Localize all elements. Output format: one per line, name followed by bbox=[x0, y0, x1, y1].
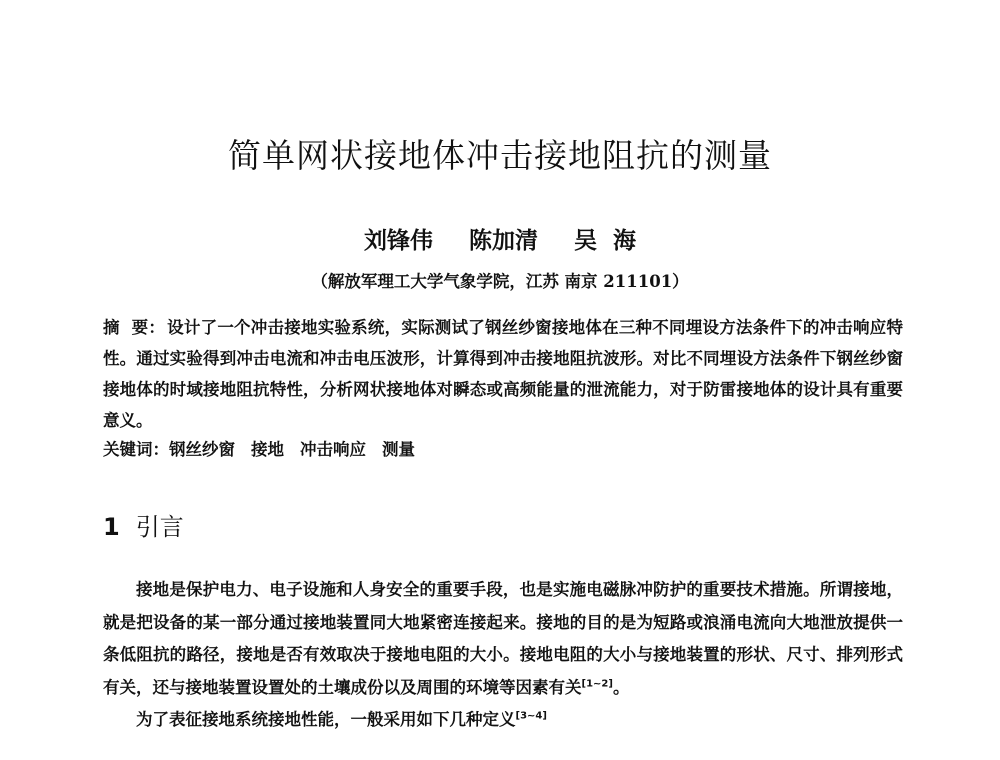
keyword: 钢丝纱窗 bbox=[169, 440, 235, 459]
section-heading bbox=[103, 507, 184, 542]
body-text bbox=[103, 574, 903, 737]
author-name: 陈加清 bbox=[468, 227, 538, 254]
abstract bbox=[103, 312, 903, 436]
paper-title: 简单网状接地体冲击接地阻抗的测量 bbox=[228, 136, 772, 175]
keywords bbox=[103, 436, 903, 464]
keyword: 测量 bbox=[382, 440, 415, 459]
keyword: 冲击响应 bbox=[300, 440, 366, 459]
paragraph-text: 为了表征接地系统接地性能，一般采用如下几种定义 bbox=[136, 710, 516, 729]
keywords-label: 关键词： bbox=[103, 440, 169, 459]
citation: [1~2] bbox=[581, 678, 613, 689]
author-name: 吴 海 bbox=[574, 227, 637, 254]
author-affiliation: （解放军理工大学气象学院，江苏 南京 211101） bbox=[311, 272, 689, 291]
paragraph bbox=[103, 574, 903, 704]
author-name: 刘锋伟 bbox=[363, 227, 433, 254]
paragraph bbox=[103, 704, 903, 737]
section-number: 1 bbox=[103, 513, 120, 541]
paragraph-text: 接地是保护电力、电子设施和人身安全的重要手段，也是实施电磁脉冲防护的重要技术措施。所谓接地，就是把设备的某一部分通过接地装置同大地紧密连接起来。接地的目的是为短路或浪涌电流向大地泄放提供一条低阻抗的路径，接地是否有效取决于接地电阻的大小。接地电阻的大小与接地装置的形状、尺寸、排列形式有关，还与接地装置设置处的土壤成份以及周围的环境等因素有关 bbox=[103, 580, 903, 697]
abstract-label: 摘 要： bbox=[103, 318, 166, 337]
keyword: 接地 bbox=[251, 440, 284, 459]
citation: [3~4] bbox=[515, 710, 547, 722]
author-list bbox=[0, 222, 1000, 255]
section-title: 引言 bbox=[135, 513, 184, 541]
abstract-text: 设计了一个冲击接地实验系统，实际测试了钢丝纱窗接地体在三种不同埋设方法条件下的冲击响应特性。通过实验得到冲击电流和冲击电压波形，计算得到冲击接地阻抗波形。对比不同埋设方法条件下钢丝纱窗接地体的时域接地阻抗特性，分析网状接地体对瞬态或高频能量的泄流能力，对于防雷接地体的设计具有重要意义。 bbox=[103, 318, 903, 430]
paragraph-end: 。 bbox=[612, 677, 630, 697]
